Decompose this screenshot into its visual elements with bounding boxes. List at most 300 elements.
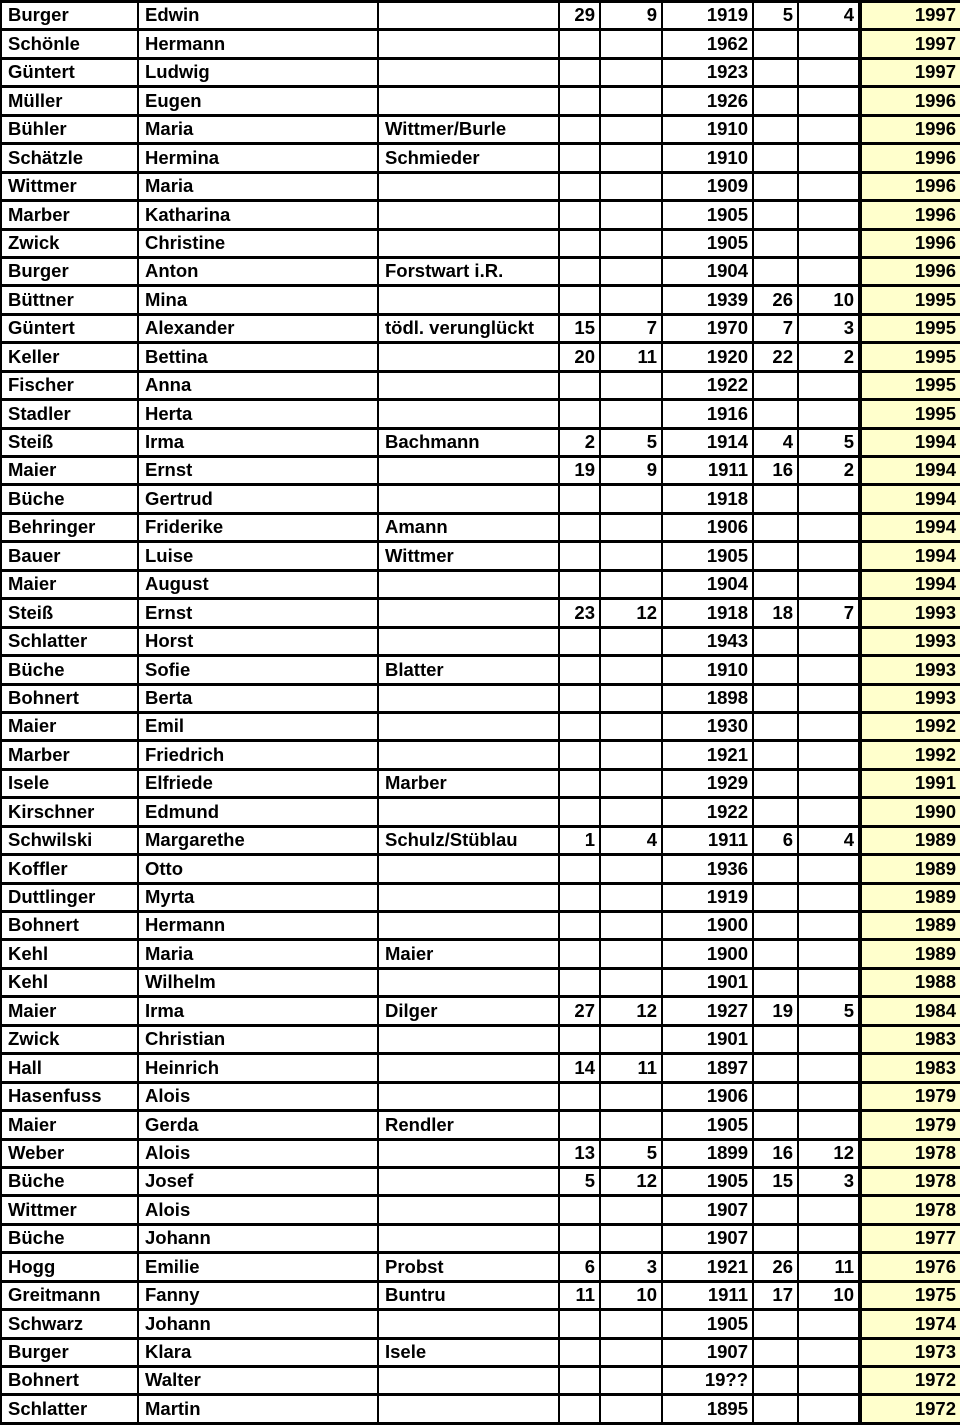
table-row [1,599,960,627]
cell-first-name: Alexander [138,314,378,342]
table-row [1,1310,960,1338]
cell-birth-day [559,712,600,740]
table-row [1,798,960,826]
cell-last-name: Kirschner [1,798,138,826]
cell-death-month [798,712,860,740]
cell-death-year: 1996 [860,229,960,257]
table-row [1,58,960,86]
cell-note: Blatter [378,656,559,684]
cell-death-year: 1992 [860,712,960,740]
cell-birth-day [559,883,600,911]
cell-note [378,1167,559,1195]
table-row [1,201,960,229]
cell-birth-day [559,1395,600,1424]
cell-death-month [798,371,860,399]
cell-last-name: Hogg [1,1253,138,1281]
cell-death-day [753,1196,798,1224]
cell-last-name: Büche [1,1167,138,1195]
cell-last-name: Büche [1,485,138,513]
cell-death-day [753,1310,798,1338]
cell-birth-day [559,855,600,883]
cell-death-day [753,798,798,826]
cell-last-name: Büche [1,1224,138,1252]
cell-death-year: 1983 [860,1054,960,1082]
cell-birth-month [600,968,662,996]
cell-birth-year: 1905 [662,1111,753,1139]
table-row [1,172,960,200]
cell-death-month [798,400,860,428]
cell-birth-day: 1 [559,826,600,854]
cell-death-day [753,229,798,257]
table-row [1,826,960,854]
cell-last-name: Weber [1,1139,138,1167]
cell-birth-day [559,286,600,314]
cell-birth-day: 27 [559,997,600,1025]
cell-birth-day [559,172,600,200]
cell-death-month [798,769,860,797]
cell-birth-month [600,30,662,58]
cell-birth-month [600,201,662,229]
cell-death-day: 5 [753,2,798,30]
cell-birth-month [600,798,662,826]
cell-death-month [798,30,860,58]
cell-birth-year: 1921 [662,1253,753,1281]
cell-birth-day [559,87,600,115]
cell-last-name: Fischer [1,371,138,399]
cell-death-year: 1973 [860,1338,960,1366]
cell-birth-month [600,485,662,513]
cell-birth-day [559,144,600,172]
cell-death-day [753,542,798,570]
cell-last-name: Wittmer [1,1196,138,1224]
cell-last-name: Koffler [1,855,138,883]
cell-first-name: Ludwig [138,58,378,86]
cell-death-month [798,627,860,655]
cell-birth-day [559,912,600,940]
cell-birth-month: 11 [600,1054,662,1082]
cell-first-name: Friedrich [138,741,378,769]
cell-last-name: Maier [1,997,138,1025]
cell-death-day [753,1338,798,1366]
cell-death-day [753,58,798,86]
cell-note [378,457,559,485]
table-row [1,87,960,115]
cell-note [378,30,559,58]
table-row [1,712,960,740]
cell-death-month [798,257,860,285]
cell-birth-year: 1922 [662,798,753,826]
cell-birth-month [600,371,662,399]
cell-birth-year: 1943 [662,627,753,655]
table-row [1,684,960,712]
cell-birth-year: 1900 [662,912,753,940]
table-row [1,769,960,797]
cell-death-month: 2 [798,457,860,485]
cell-last-name: Burger [1,1338,138,1366]
cell-death-month [798,229,860,257]
cell-death-day [753,371,798,399]
cell-note [378,1196,559,1224]
cell-birth-year: 1910 [662,115,753,143]
cell-death-month [798,1111,860,1139]
cell-death-month [798,1224,860,1252]
cell-death-month [798,1367,860,1395]
cell-death-year: 1994 [860,485,960,513]
cell-death-month [798,1054,860,1082]
cell-death-day [753,570,798,598]
cell-last-name: Büttner [1,286,138,314]
cell-death-day [753,712,798,740]
cell-first-name: Anton [138,257,378,285]
table-row [1,343,960,371]
cell-first-name: Horst [138,627,378,655]
cell-death-year: 1991 [860,769,960,797]
cell-birth-year: 1923 [662,58,753,86]
cell-note [378,1367,559,1395]
cell-birth-month: 5 [600,1139,662,1167]
cell-death-month [798,87,860,115]
cell-last-name: Schätzle [1,144,138,172]
cell-first-name: Maria [138,172,378,200]
cell-death-year: 1994 [860,428,960,456]
cell-birth-day [559,201,600,229]
cell-death-day [753,940,798,968]
cell-birth-year: 1905 [662,229,753,257]
cell-birth-year: 1939 [662,286,753,314]
cell-birth-year: 1907 [662,1224,753,1252]
cell-birth-year: 1919 [662,2,753,30]
cell-birth-year: 1911 [662,457,753,485]
cell-first-name: Alois [138,1082,378,1110]
cell-death-month [798,201,860,229]
cell-death-day [753,968,798,996]
cell-birth-day [559,58,600,86]
cell-birth-month [600,1367,662,1395]
cell-birth-day: 29 [559,2,600,30]
cell-birth-year: 1905 [662,542,753,570]
cell-last-name: Büche [1,656,138,684]
cell-birth-day [559,968,600,996]
cell-death-month [798,798,860,826]
cell-birth-year: 1897 [662,1054,753,1082]
cell-first-name: Josef [138,1167,378,1195]
table-row [1,1338,960,1366]
cell-death-year: 1995 [860,343,960,371]
cell-note [378,485,559,513]
cell-birth-month [600,940,662,968]
cell-first-name: Johann [138,1310,378,1338]
cell-death-year: 1993 [860,684,960,712]
cell-note [378,798,559,826]
cell-first-name: Klara [138,1338,378,1366]
cell-death-day: 16 [753,457,798,485]
cell-first-name: Walter [138,1367,378,1395]
table-row [1,144,960,172]
cell-death-year: 1996 [860,87,960,115]
cell-birth-month: 12 [600,1167,662,1195]
table-row [1,485,960,513]
cell-birth-day [559,30,600,58]
cell-birth-day: 2 [559,428,600,456]
cell-last-name: Schlatter [1,627,138,655]
cell-death-month [798,485,860,513]
cell-birth-month: 5 [600,428,662,456]
cell-last-name: Duttlinger [1,883,138,911]
cell-last-name: Maier [1,712,138,740]
cell-birth-year: 1936 [662,855,753,883]
cell-birth-day [559,115,600,143]
cell-birth-month: 11 [600,343,662,371]
table-row [1,400,960,428]
cell-birth-day: 13 [559,1139,600,1167]
cell-birth-month: 9 [600,2,662,30]
table-row [1,1367,960,1395]
cell-note [378,229,559,257]
table-row [1,1139,960,1167]
cell-first-name: Christine [138,229,378,257]
cell-first-name: Irma [138,428,378,456]
cell-death-day [753,115,798,143]
cell-death-year: 1997 [860,30,960,58]
table-row [1,371,960,399]
cell-birth-day [559,1338,600,1366]
cell-death-month: 11 [798,1253,860,1281]
cell-birth-month [600,542,662,570]
cell-death-day: 7 [753,314,798,342]
cell-death-day [753,1224,798,1252]
cell-birth-month: 4 [600,826,662,854]
cell-death-day: 16 [753,1139,798,1167]
cell-death-month [798,58,860,86]
cell-birth-day [559,1224,600,1252]
cell-birth-year: 1930 [662,712,753,740]
cell-death-month [798,912,860,940]
cell-death-day: 17 [753,1281,798,1309]
cell-birth-day [559,1025,600,1053]
cell-birth-day [559,1367,600,1395]
cell-last-name: Maier [1,570,138,598]
cell-last-name: Maier [1,1111,138,1139]
table-row [1,1196,960,1224]
cell-birth-month [600,513,662,541]
cell-birth-month: 10 [600,1281,662,1309]
cell-first-name: Ernst [138,599,378,627]
cell-death-month [798,940,860,968]
cell-birth-month [600,1224,662,1252]
cell-birth-day: 15 [559,314,600,342]
cell-death-day [753,30,798,58]
cell-death-year: 1994 [860,457,960,485]
cell-death-year: 1995 [860,286,960,314]
cell-last-name: Schönle [1,30,138,58]
cell-death-year: 1972 [860,1395,960,1424]
cell-death-day [753,684,798,712]
cell-birth-day [559,798,600,826]
cell-note [378,172,559,200]
cell-birth-month [600,769,662,797]
cell-note [378,712,559,740]
cell-birth-year: 1926 [662,87,753,115]
cell-death-month: 2 [798,343,860,371]
cell-death-year: 1997 [860,2,960,30]
cell-birth-day [559,371,600,399]
cell-first-name: Myrta [138,883,378,911]
cell-death-month [798,1310,860,1338]
cell-death-year: 1994 [860,542,960,570]
cell-birth-month [600,1082,662,1110]
cell-last-name: Güntert [1,314,138,342]
cell-death-day [753,485,798,513]
cell-death-year: 1989 [860,883,960,911]
cell-first-name: Edwin [138,2,378,30]
cell-first-name: Irma [138,997,378,1025]
cell-death-day [753,656,798,684]
cell-first-name: Wilhelm [138,968,378,996]
cell-birth-month [600,1395,662,1424]
cell-birth-year: 1918 [662,599,753,627]
cell-death-month [798,684,860,712]
cell-birth-month [600,144,662,172]
cell-birth-day: 6 [559,1253,600,1281]
cell-birth-year: 1898 [662,684,753,712]
cell-last-name: Marber [1,741,138,769]
cell-death-year: 1996 [860,172,960,200]
cell-death-year: 1993 [860,656,960,684]
cell-first-name: Gerda [138,1111,378,1139]
cell-note [378,684,559,712]
cell-death-month [798,855,860,883]
cell-death-month: 4 [798,826,860,854]
cell-note [378,1224,559,1252]
cell-death-year: 1992 [860,741,960,769]
cell-first-name: Katharina [138,201,378,229]
cell-death-day: 4 [753,428,798,456]
cell-death-month [798,1025,860,1053]
cell-death-year: 1989 [860,855,960,883]
cell-death-day [753,912,798,940]
cell-death-year: 1988 [860,968,960,996]
cell-death-month: 3 [798,1167,860,1195]
cell-birth-year: 1910 [662,656,753,684]
cell-first-name: Hermann [138,30,378,58]
cell-note [378,58,559,86]
cell-first-name: Berta [138,684,378,712]
table-row [1,314,960,342]
cell-birth-year: 1927 [662,997,753,1025]
cell-death-month [798,172,860,200]
cell-death-month [798,513,860,541]
cell-note [378,1395,559,1424]
table-row [1,513,960,541]
cell-death-year: 1979 [860,1111,960,1139]
cell-birth-year: 1918 [662,485,753,513]
cell-birth-month [600,1310,662,1338]
cell-first-name: Edmund [138,798,378,826]
cell-birth-day [559,627,600,655]
table-row [1,1025,960,1053]
cell-first-name: Ernst [138,457,378,485]
table-row [1,30,960,58]
cell-birth-day [559,769,600,797]
cell-death-day [753,741,798,769]
cell-last-name: Hall [1,1054,138,1082]
cell-death-year: 1990 [860,798,960,826]
cell-note [378,741,559,769]
table-row [1,855,960,883]
cell-death-month: 3 [798,314,860,342]
cell-first-name: Sofie [138,656,378,684]
cell-last-name: Maier [1,457,138,485]
table-row [1,1253,960,1281]
cell-note: Wittmer [378,542,559,570]
records-table-body [1,2,960,1424]
cell-birth-day: 19 [559,457,600,485]
cell-birth-day [559,1310,600,1338]
cell-last-name: Burger [1,2,138,30]
cell-last-name: Zwick [1,1025,138,1053]
cell-note: Schulz/Stüblau [378,826,559,854]
cell-birth-month [600,229,662,257]
cell-death-year: 1978 [860,1139,960,1167]
cell-first-name: Johann [138,1224,378,1252]
cell-birth-day [559,1196,600,1224]
cell-note: Probst [378,1253,559,1281]
cell-last-name: Isele [1,769,138,797]
cell-death-year: 1996 [860,144,960,172]
table-row [1,1281,960,1309]
cell-death-year: 1994 [860,570,960,598]
cell-death-year: 1996 [860,201,960,229]
cell-death-year: 1989 [860,826,960,854]
cell-birth-month [600,883,662,911]
cell-last-name: Bohnert [1,912,138,940]
cell-first-name: Heinrich [138,1054,378,1082]
cell-last-name: Bauer [1,542,138,570]
cell-death-day [753,769,798,797]
cell-death-year: 1995 [860,371,960,399]
cell-death-year: 1979 [860,1082,960,1110]
table-row [1,286,960,314]
cell-birth-year: 1910 [662,144,753,172]
cell-death-day: 15 [753,1167,798,1195]
cell-first-name: Elfriede [138,769,378,797]
cell-last-name: Zwick [1,229,138,257]
cell-note [378,883,559,911]
cell-first-name: Fanny [138,1281,378,1309]
cell-first-name: Friderike [138,513,378,541]
cell-last-name: Keller [1,343,138,371]
cell-birth-month [600,115,662,143]
cell-birth-year: 1919 [662,883,753,911]
cell-birth-day [559,400,600,428]
table-row [1,542,960,570]
cell-first-name: Maria [138,115,378,143]
cell-death-day [753,144,798,172]
cell-birth-year: 1962 [662,30,753,58]
cell-death-month [798,656,860,684]
cell-note: Isele [378,1338,559,1366]
cell-birth-year: 1906 [662,1082,753,1110]
cell-death-day [753,257,798,285]
cell-death-month: 12 [798,1139,860,1167]
cell-death-day [753,883,798,911]
cell-first-name: Alois [138,1139,378,1167]
table-row [1,883,960,911]
table-row [1,570,960,598]
cell-birth-year: 1929 [662,769,753,797]
cell-birth-year: 1899 [662,1139,753,1167]
cell-note: tödl. verunglückt [378,314,559,342]
